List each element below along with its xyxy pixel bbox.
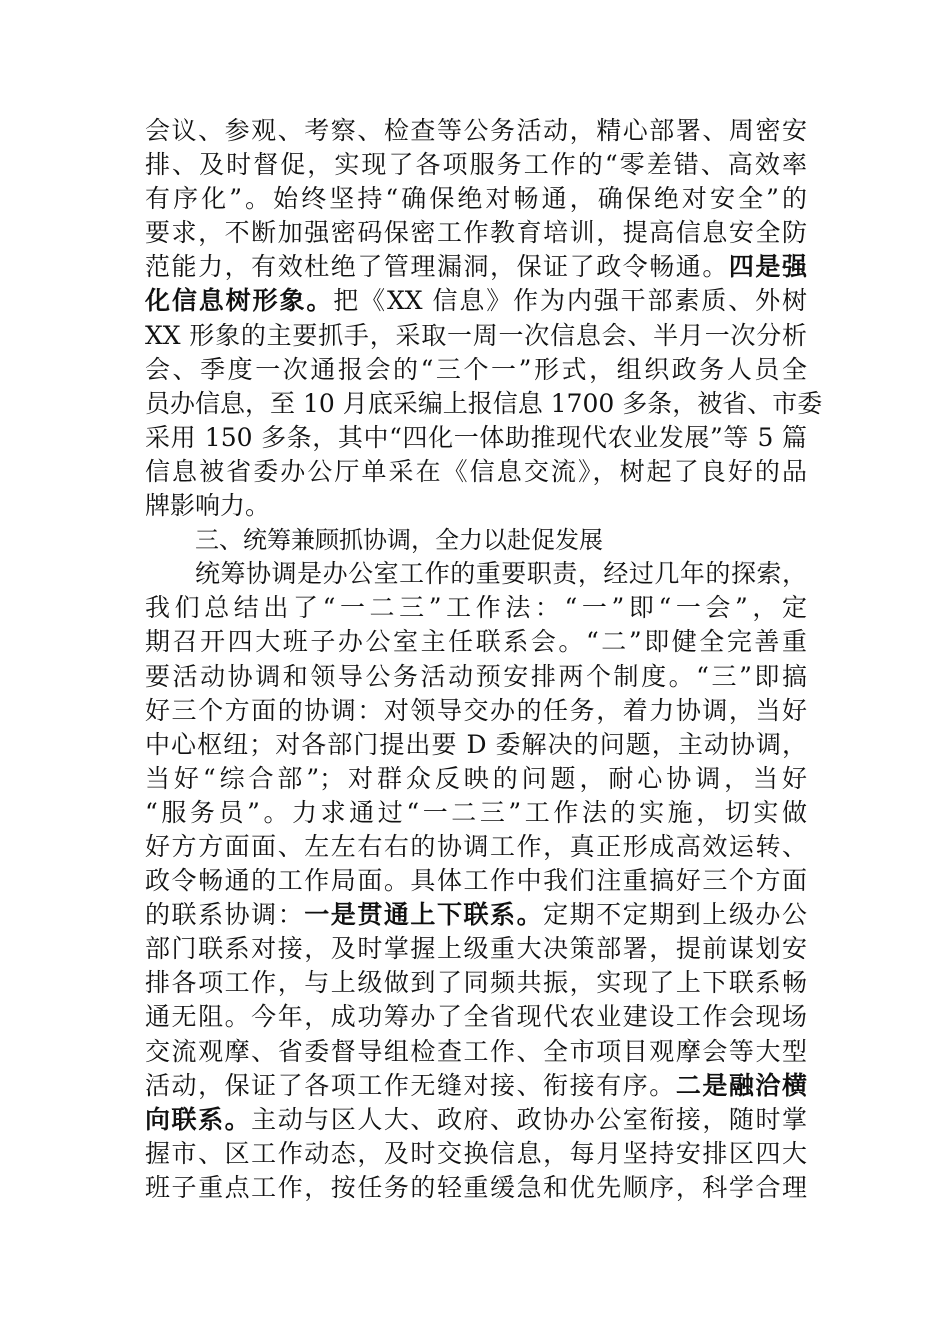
text-line: 员办信息，至 10 月底采编上报信息 1700 多条，被省、市委 — [145, 388, 823, 418]
text-line: 要求，不断加强密码保密工作教育培训，提高信息安全防 — [145, 218, 807, 248]
text-run: 定期不定期到上级办公 — [543, 900, 807, 930]
text-line: 采用 150 多条，其中“四化一体助推现代农业发展”等 5 篇 — [145, 422, 807, 452]
text-run: 的联系协调： — [145, 900, 305, 930]
text-line: 排、及时督促，实现了各项服务工作的“零差错、高效率 — [145, 150, 807, 180]
text-run: 活动，保证了各项工作无缝对接、衔接有序。 — [145, 1070, 676, 1100]
text-line: 有序化”。始终坚持“确保绝对畅通，确保绝对安全”的 — [145, 184, 807, 214]
paragraph-2 — [145, 557, 807, 1205]
text-line: 交流观摩、省委督导组检查工作、全市项目观摩会等大型 — [145, 1036, 807, 1066]
text-line: 统筹协调是办公室工作的重要职责，经过几年的探索， — [195, 559, 807, 589]
text-line — [145, 1103, 807, 1137]
paragraph-1 — [145, 114, 823, 523]
text-line: 会、季度一次通报会的“三个一”形式，组织政务人员全 — [145, 354, 807, 384]
text-line — [145, 250, 807, 284]
text-line: 政令畅通的工作局面。具体工作中我们注重搞好三个方面 — [145, 866, 807, 896]
text-line: 牌影响力。 — [145, 491, 271, 521]
text-line: 中心枢纽；对各部门提出要 D 委解决的问题，主动协调， — [145, 729, 807, 759]
text-run: 主动与区人大、政府、政协办公室衔接，随时掌 — [251, 1104, 807, 1134]
bold-run: 向联系。 — [145, 1104, 252, 1134]
text-line: 部门联系对接，及时掌握上级重大决策部署，提前谋划安 — [145, 934, 807, 964]
document-page — [145, 114, 823, 1205]
text-run: 把《XX 信息》作为内强干部素质、外树 — [333, 286, 807, 316]
text-line: 要活动协调和领导公务活动预安排两个制度。“三”即搞 — [145, 661, 807, 691]
text-line: 通无阻。今年，成功筹办了全省现代农业建设工作会现场 — [145, 1002, 807, 1032]
text-line — [145, 898, 807, 932]
text-line: “服务员”。力求通过“一二三”工作法的实施，切实做 — [145, 797, 807, 827]
text-line — [145, 284, 807, 318]
text-line: 会议、参观、考察、检查等公务活动，精心部署、周密安 — [145, 116, 807, 145]
bold-run: 化信息树形象。 — [145, 286, 334, 316]
bold-run: 四是强 — [728, 252, 807, 282]
text-line: 好方方面面、左左右右的协调工作，真正形成高效运转、 — [145, 831, 807, 861]
text-line: 班子重点工作，按任务的轻重缓急和优先顺序，科学合理 — [145, 1172, 807, 1202]
text-line: 信息被省委办公厅单采在《信息交流》，树起了良好的品 — [145, 456, 807, 486]
text-line: 握市、区工作动态，及时交换信息，每月坚持安排区四大 — [145, 1138, 807, 1168]
bold-run: 一是贯通上下联系。 — [304, 900, 544, 930]
text-line: 我们总结出了“一二三”工作法：“一”即“一会”，定 — [145, 593, 807, 623]
bold-run: 二是融洽横 — [675, 1070, 807, 1100]
text-line: 期召开四大班子办公室主任联系会。“二”即健全完善重 — [145, 627, 807, 657]
section-heading: 三、统筹兼顾抓协调，全力以赴促发展 — [195, 526, 603, 555]
text-line: 当好“综合部”；对群众反映的问题，耐心协调，当好 — [145, 763, 807, 793]
text-line: 排各项工作，与上级做到了同频共振，实现了上下联系畅 — [145, 968, 807, 998]
text-line: 好三个方面的协调：对领导交办的任务，着力协调，当好 — [145, 695, 807, 725]
text-run: 范能力，有效杜绝了管理漏洞，保证了政令畅通。 — [145, 252, 729, 282]
text-line: XX 形象的主要抓手，采取一周一次信息会、半月一次分析 — [145, 320, 807, 350]
text-line — [145, 1069, 807, 1103]
